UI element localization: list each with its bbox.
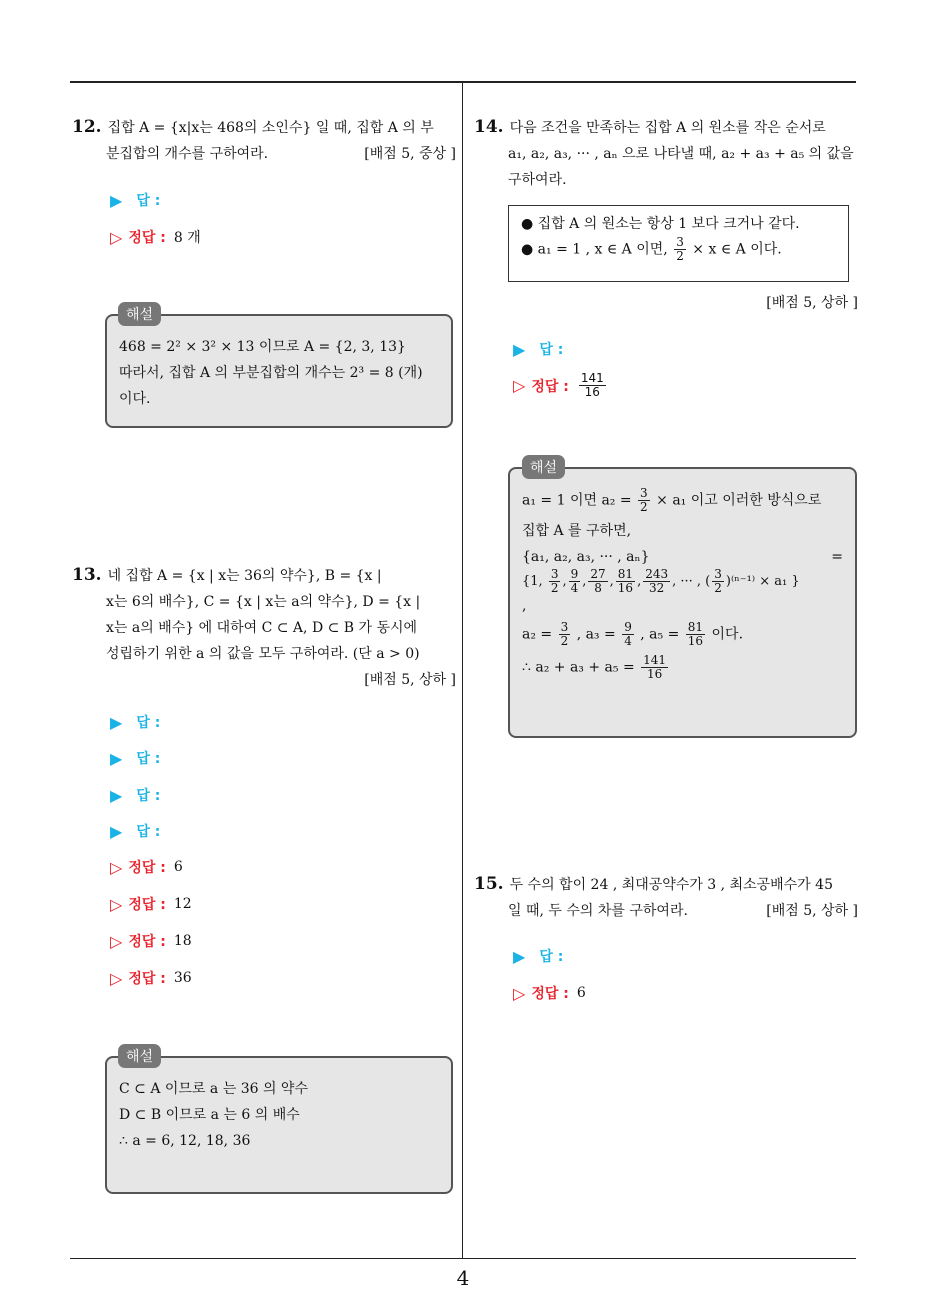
answer-row[interactable]: ▶ 답 :	[110, 785, 161, 805]
outline-triangle-icon: ▷	[110, 857, 123, 877]
question-text-line: 집합 A = {x|x는 468의 소인수} 일 때, 집합 A 의 부	[107, 120, 434, 136]
question-12	[72, 114, 456, 167]
question-number: 14.	[474, 117, 504, 137]
score-label: [배점 5, 상하 ]	[364, 672, 456, 688]
answer-row[interactable]: ▶ 답 :	[110, 712, 161, 732]
question-13	[72, 562, 456, 693]
question-text-line: a₁, a₂, a₃, ··· , aₙ 으로 나타낼 때, a₂ + a₃ + a₅ 의 값을	[508, 146, 854, 162]
solution-line: 집합 A 를 구하면,	[522, 523, 632, 539]
answer-row[interactable]: ▶ 답 :	[110, 821, 161, 841]
solution-line: {1, $\frac{3}{2}$ , $\frac{9}{4}$ , $\frac{27}{8}$ , $\frac{81}{16}$ , $\frac{243}{32}$ , ··· , ( $\frac{3}{2}$ )⁽ⁿ⁻¹⁾ × a₁ }	[522, 567, 800, 595]
play-triangle-icon: ▶	[513, 339, 526, 359]
play-triangle-icon: ▶	[110, 712, 123, 732]
solution-line: 이다.	[119, 391, 151, 407]
solution-line: ∴ a₂ + a₃ + a₅ = $\frac{141}{16}$	[522, 653, 667, 681]
answer-row[interactable]: ▶ 답 :	[110, 190, 161, 210]
question-text-line: 일 때, 두 수의 차를 구하여라. [배점 5, 상하 ]	[474, 898, 858, 924]
play-triangle-icon: ▶	[110, 748, 123, 768]
solution-line: {a₁, a₂, a₃, ··· , aₙ} =	[522, 549, 843, 565]
condition-box	[508, 205, 849, 282]
question-text-line: 두 수의 합이 24 , 최대공약수가 3 , 최소공배수가 45	[509, 877, 833, 893]
outline-triangle-icon: ▷	[110, 894, 123, 914]
answer-row[interactable]: ▶ 답 :	[513, 339, 564, 359]
outline-triangle-icon: ▷	[513, 983, 526, 1003]
play-triangle-icon: ▶	[110, 785, 123, 805]
outline-triangle-icon: ▷	[513, 376, 526, 395]
outline-triangle-icon: ▷	[110, 968, 123, 988]
solution-tag: 해설	[118, 302, 161, 326]
condition-item: ● 집합 A 의 원소는 항상 1 보다 크거나 같다.	[521, 216, 800, 232]
question-text-line: x는 a의 배수} 에 대하여 C ⊂ A, D ⊂ B 가 동시에	[106, 620, 418, 636]
question-text-line: x는 6의 배수}, C = {x | x는 a의 약수}, D = {x |	[106, 594, 421, 610]
play-triangle-icon: ▶	[110, 190, 123, 210]
solution-line: a₁ = 1 이면 a₂ = $\frac{3}{2}$ × a₁ 이고 이러한 방식으로	[522, 486, 822, 514]
solution-line: a₂ = $\frac{3}{2}$ , a₃ = $\frac{9}{4}$ , a₅ = $\frac{81}{16}$ 이다.	[522, 620, 744, 648]
outline-triangle-icon: ▷	[110, 227, 123, 247]
question-text-line: 구하여라.	[508, 172, 567, 188]
question-text-line: 성립하기 위한 a 의 값을 모두 구하여라. (단 a > 0)	[106, 646, 420, 662]
fraction: $\frac{3}{2}$	[676, 235, 684, 263]
solution-box	[508, 467, 857, 738]
page-number: 4	[456, 1266, 470, 1290]
top-rule	[70, 81, 856, 83]
solution-line: ,	[522, 598, 527, 614]
correct-answer-row: ▷ 정답 : 6	[110, 857, 183, 877]
solution-box	[105, 1056, 453, 1194]
solution-line: 따라서, 집합 A 의 부분집합의 개수는 2³ = 8 (개)	[119, 365, 423, 381]
question-number: 15.	[474, 874, 504, 894]
outline-triangle-icon: ▷	[110, 931, 123, 951]
condition-item: ● a₁ = 1 , x ∈ A 이면, $\frac{3}{2}$ × x ∈ A 이다.	[521, 235, 782, 263]
correct-answer-row: ▷ 정답 : 18	[110, 931, 192, 951]
solution-line: ∴ a = 6, 12, 18, 36	[119, 1133, 251, 1149]
question-text-line: 분집합의 개수를 구하여라. [배점 5, 중상 ]	[72, 141, 456, 167]
question-15	[474, 871, 858, 924]
question-text-line: 네 집합 A = {x | x는 36의 약수}, B = {x |	[107, 568, 382, 584]
answer-row[interactable]: ▶ 답 :	[110, 748, 161, 768]
question-number: 12.	[72, 117, 102, 137]
bottom-rule	[70, 1258, 856, 1259]
solution-line: D ⊂ B 이므로 a 는 6 의 배수	[119, 1107, 300, 1123]
play-triangle-icon: ▶	[513, 946, 526, 966]
fraction: $\frac{3}{2}$	[640, 486, 648, 514]
question-text-line: 다음 조건을 만족하는 집합 A 의 원소를 작은 순서로	[509, 120, 826, 136]
correct-answer-row: ▷ 정답 : 36	[110, 968, 192, 988]
solution-tag: 해설	[522, 455, 565, 479]
correct-answer-row: ▷ 정답 : 8 개	[110, 227, 201, 247]
column-divider	[462, 82, 463, 1259]
correct-answer-row: ▷ 정답 : 12	[110, 894, 192, 914]
fraction: $\frac{141}{16}$	[580, 371, 604, 399]
score-label: [배점 5, 상하 ]	[766, 295, 858, 311]
score-label: [배점 5, 상하 ]	[766, 903, 858, 919]
answer-row[interactable]: ▶ 답 :	[513, 946, 564, 966]
solution-box	[105, 314, 453, 428]
question-14	[474, 114, 858, 193]
correct-answer-row: ▷ 정답 : $\frac{141}{16}$	[513, 371, 604, 399]
question-number: 13.	[72, 565, 102, 585]
solution-line: 468 = 2² × 3² × 13 이므로 A = {2, 3, 13}	[119, 339, 406, 355]
score-label: [배점 5, 중상 ]	[364, 146, 456, 162]
solution-tag: 해설	[118, 1044, 161, 1068]
correct-answer-row: ▷ 정답 : 6	[513, 983, 586, 1003]
solution-line: C ⊂ A 이므로 a 는 36 의 약수	[119, 1081, 308, 1097]
play-triangle-icon: ▶	[110, 821, 123, 841]
